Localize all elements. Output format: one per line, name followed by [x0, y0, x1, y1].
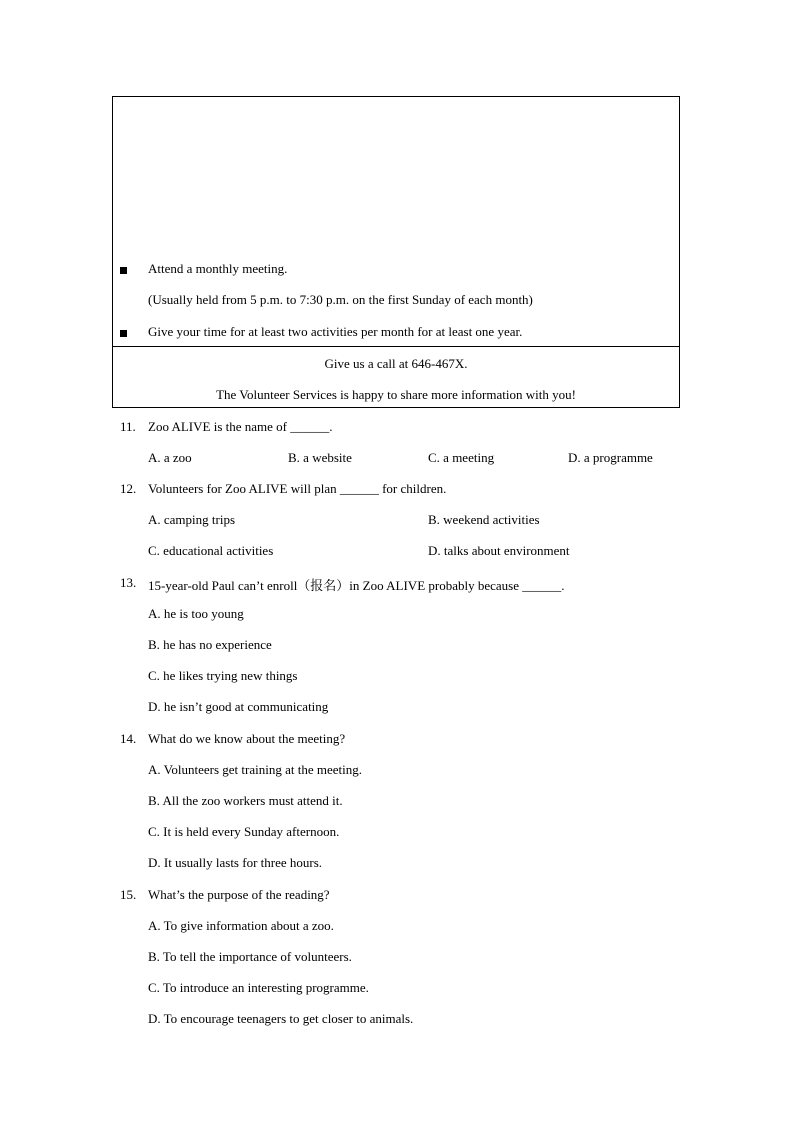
answer-option[interactable]: C. educational activities — [148, 543, 274, 558]
question-number: 13. — [120, 575, 137, 590]
notice-bullet-text: Give your time for at least two activities per month for at least one year. — [148, 324, 523, 339]
question-stem: What do we know about the meeting? — [148, 731, 346, 746]
bullet-square-icon — [120, 267, 127, 274]
bullet-square-icon — [120, 330, 127, 337]
notice-call-line: Give us a call at 646-467X. — [324, 356, 468, 371]
question-stem: Zoo ALIVE is the name of ______. — [148, 419, 333, 434]
answer-option[interactable]: A. camping trips — [148, 512, 236, 527]
question-stem: What’s the purpose of the reading? — [148, 887, 330, 902]
notice-bullet-text: Attend a monthly meeting. — [148, 261, 288, 276]
answer-option[interactable]: A. he is too young — [148, 606, 244, 621]
notice-box — [112, 96, 680, 408]
answer-option[interactable]: C. he likes trying new things — [148, 668, 298, 683]
question-number: 14. — [120, 731, 137, 746]
answer-option[interactable]: B. a website — [288, 450, 352, 465]
answer-option[interactable]: A. Volunteers get training at the meeting. — [148, 762, 362, 777]
notice-meeting-note: (Usually held from 5 p.m. to 7:30 p.m. on the first Sunday of each month) — [148, 292, 533, 307]
answer-option[interactable]: D. a programme — [568, 450, 653, 465]
answer-option[interactable]: C. a meeting — [428, 450, 495, 465]
answer-option[interactable]: D. he isn’t good at communicating — [148, 699, 329, 714]
question-number: 11. — [120, 419, 136, 434]
answer-option[interactable]: C. To introduce an interesting programme. — [148, 980, 369, 995]
notice-divider — [113, 346, 679, 347]
answer-option[interactable]: C. It is held every Sunday afternoon. — [148, 824, 340, 839]
question-stem: Volunteers for Zoo ALIVE will plan ______ for children. — [148, 481, 447, 496]
answer-option[interactable]: B. weekend activities — [428, 512, 540, 527]
notice-share-line: The Volunteer Services is happy to share more information with you! — [216, 387, 576, 402]
answer-option[interactable]: A. a zoo — [148, 450, 192, 465]
answer-option[interactable]: D. It usually lasts for three hours. — [148, 855, 323, 870]
answer-option[interactable]: B. he has no experience — [148, 637, 272, 652]
answer-option[interactable]: D. talks about environment — [428, 543, 570, 558]
answer-option[interactable]: A. To give information about a zoo. — [148, 918, 334, 933]
answer-option[interactable]: B. To tell the importance of volunteers. — [148, 949, 352, 964]
question-number: 12. — [120, 481, 137, 496]
question-number: 15. — [120, 887, 137, 902]
question-stem: 15-year-old Paul can’t enroll（报名）in Zoo ALIVE probably because ______. — [148, 578, 565, 593]
answer-option[interactable]: B. All the zoo workers must attend it. — [148, 793, 343, 808]
answer-option[interactable]: D. To encourage teenagers to get closer to animals. — [148, 1011, 414, 1026]
